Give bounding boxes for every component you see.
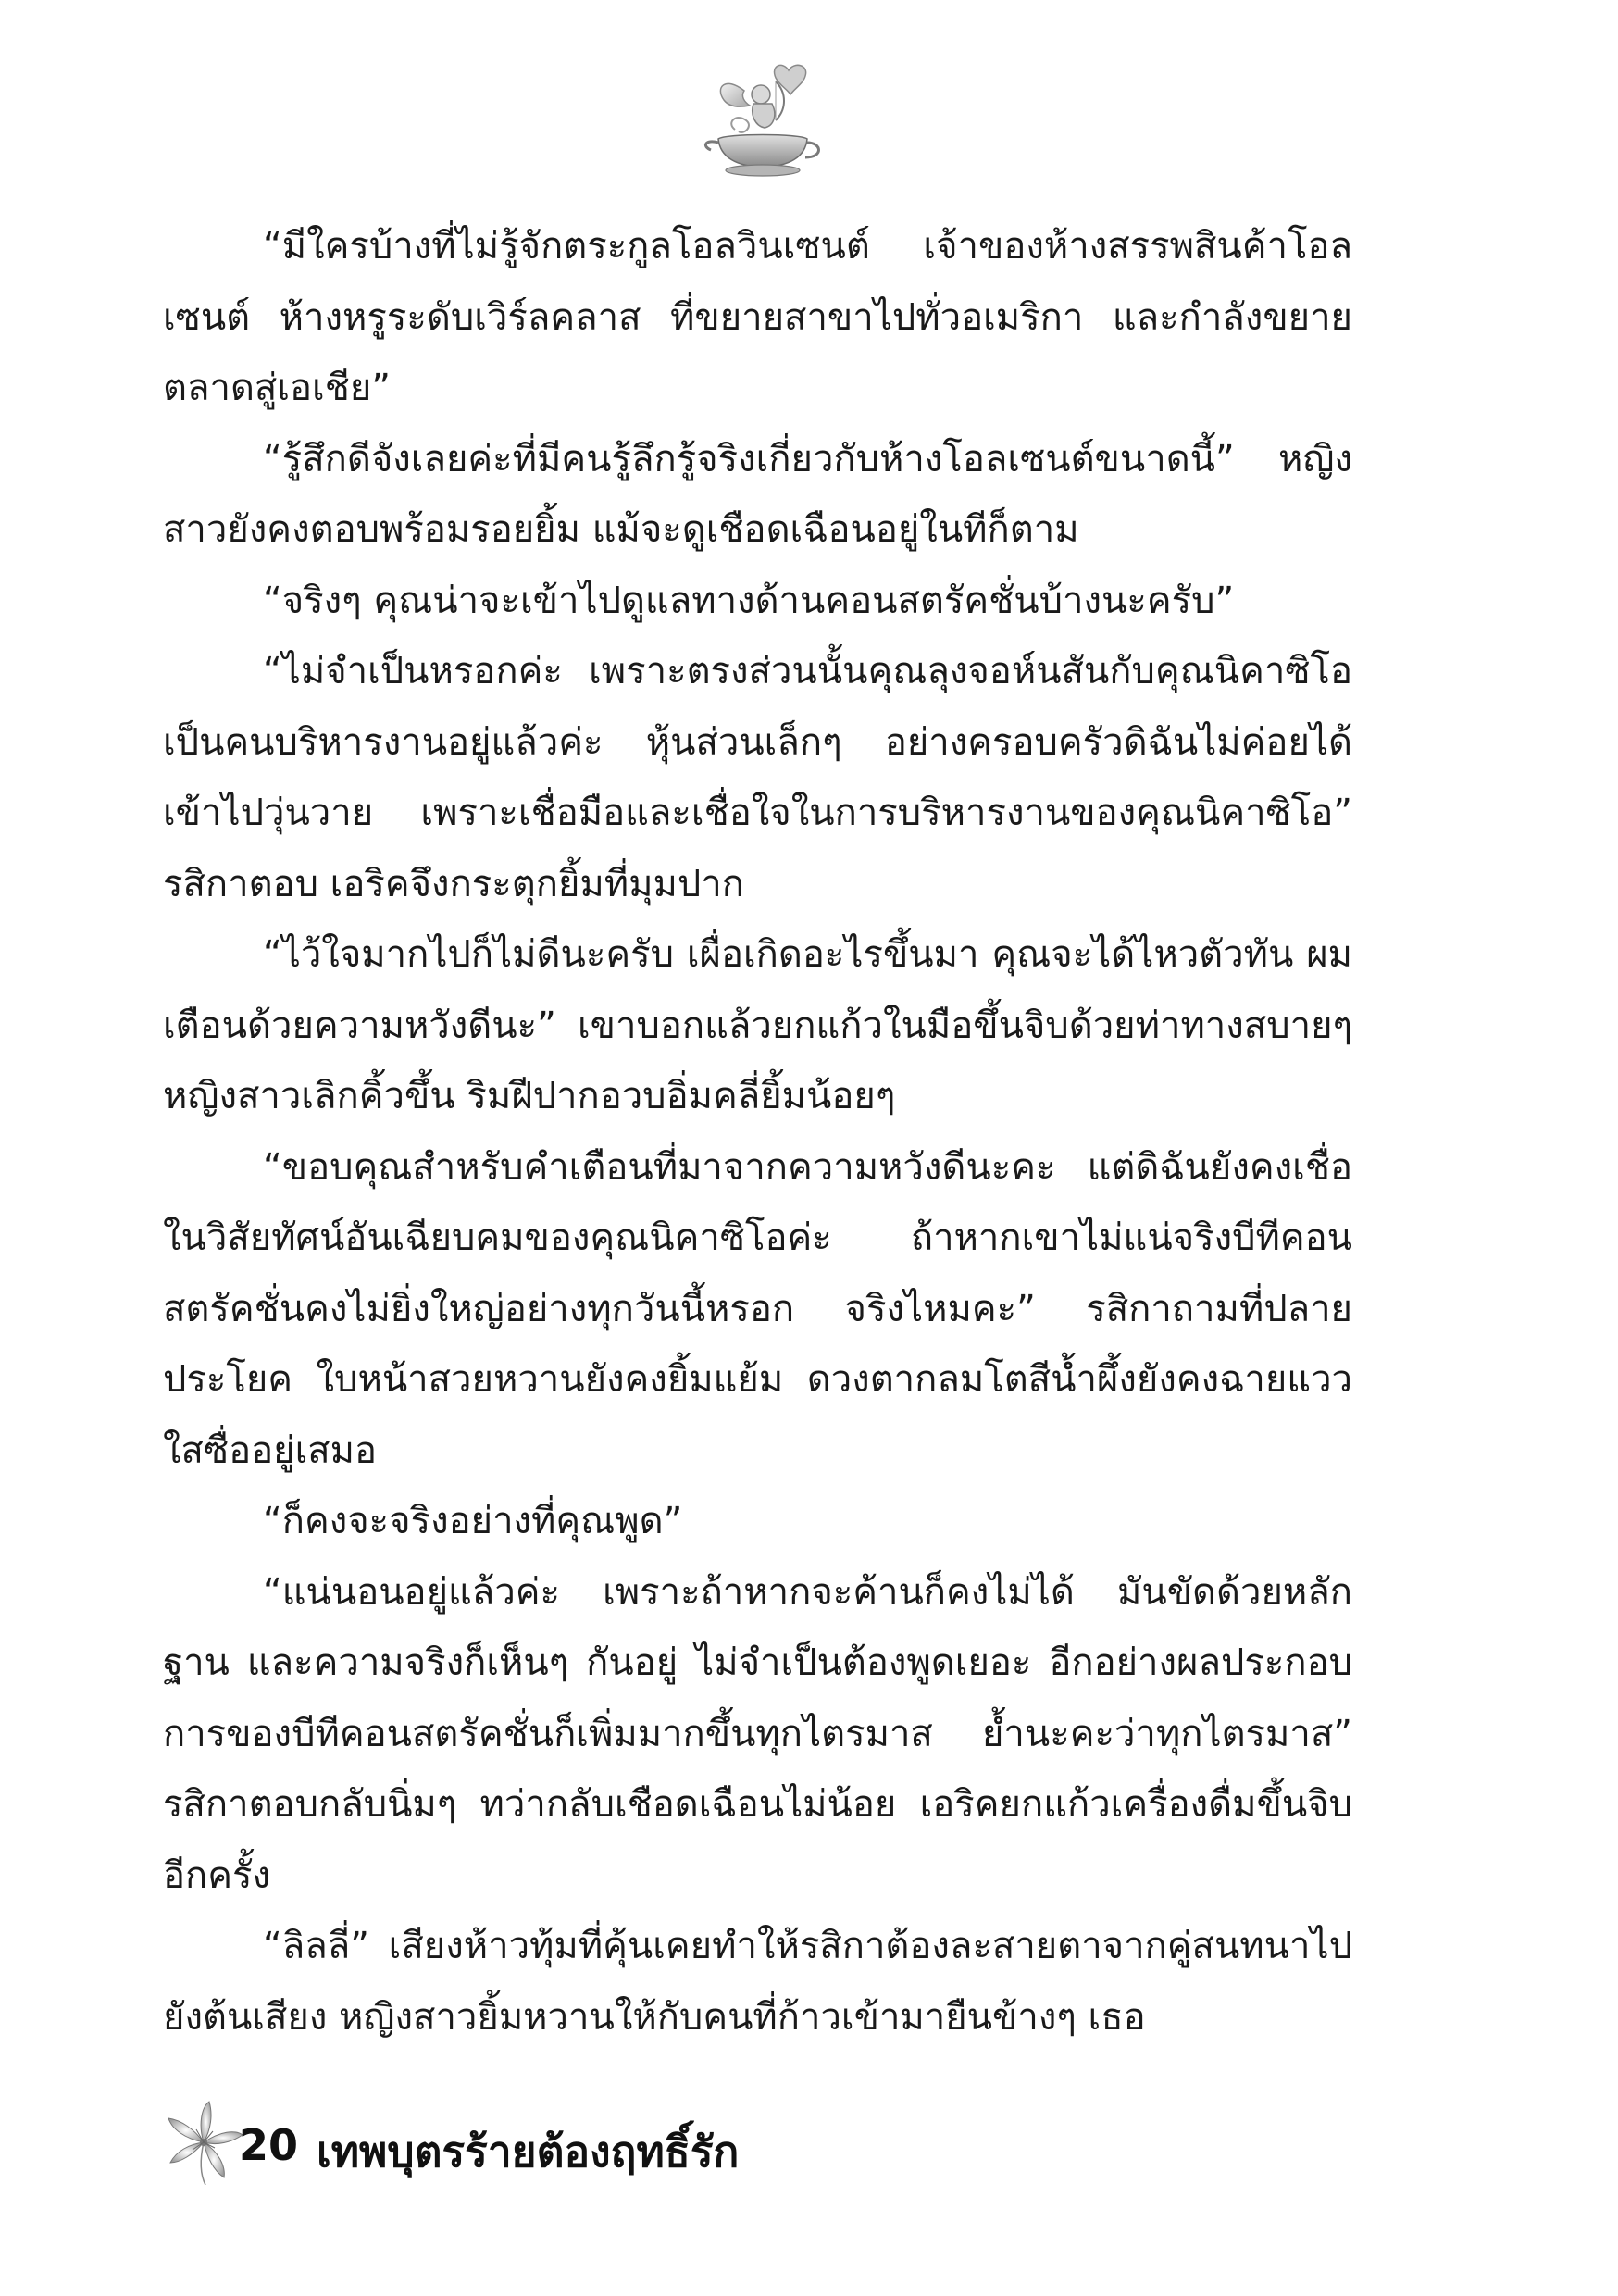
paragraph: “แน่นอนอยู่แล้วค่ะ เพราะถ้าหากจะค้านก็คงไม่ได้ มันขัดด้วยหลักฐาน และความจริงก็เห็นๆ กันอยู่ ไม่จำเป็นต้องพูดเยอะ อีกอย่างผลประกอบการของบีทีคอนสตรัคชั่นก็เพิ่มมากขึ้นทุกไตรมาส ย้ำนะคะว่าทุกไตรมาส” รสิกาตอบกลับนิ่มๆ ทว่ากลับเชือดเฉือนไม่น้อย เอริคยกแก้วเครื่องดื่มขึ้นจิบอีกครั้ง <box>163 1570 1352 1897</box>
paragraph: “ไว้ใจมากไปก็ไม่ดีนะครับ เผื่อเกิดอะไรขึ้นมา คุณจะได้ไหวตัวทัน ผมเตือนด้วยความหวังดีนะ” เขาบอกแล้วยกแก้วในมือขึ้นจิบด้วยท่าทางสบายๆ หญิงสาวเลิกคิ้วขึ้น ริมฝีปากอวบอิ่มคลี่ยิ้มน้อยๆ <box>163 933 1352 1117</box>
cupid-teacup-icon <box>698 54 828 183</box>
page-number: 20 <box>239 2120 299 2170</box>
paragraph: “ลิลลี่” เสียงห้าวทุ้มที่คุ้นเคยทำให้รสิกาต้องละสายตาจากคู่สนทนาไปยังต้นเสียง หญิงสาวยิ้มหวานให้กับคนที่ก้าวเข้ามายืนข้างๆ เธอ <box>163 1925 1352 2039</box>
paragraph: “จริงๆ คุณน่าจะเข้าไปดูแลทางด้านคอนสตรัคชั่นบ้างนะครับ” <box>263 579 1235 622</box>
book-title: เทพบุตรร้ายต้องฤทธิ์รัก <box>317 2127 740 2177</box>
body-text <box>163 211 1352 2053</box>
paragraph: “ก็คงจะจริงอย่างที่คุณพูด” <box>263 1500 683 1542</box>
paragraph: “มีใครบ้างที่ไม่รู้จักตระกูลโอลวินเซนต์ เจ้าของห้างสรรพสินค้าโอลเซนต์ ห้างหรูระดับเวิร์ลคลาส ที่ขยายสาขาไปทั่วอเมริกา และกำลังขยายตลาดสู่เอเชีย” <box>163 225 1352 409</box>
page-footer <box>159 2100 1085 2202</box>
paragraph: “ไม่จำเป็นหรอกค่ะ เพราะตรงส่วนนั้นคุณลุงจอห์นสันกับคุณนิคาซิโอเป็นคนบริหารงานอยู่แล้วค่ะ หุ้นส่วนเล็กๆ อย่างครอบครัวดิฉันไม่ค่อยได้เข้าไปวุ่นวาย เพราะเชื่อมือและเชื่อใจในการบริหารงานของคุณนิคาซิโอ” รสิกาตอบ เอริคจึงกระตุกยิ้มที่มุมปาก <box>163 650 1352 905</box>
paragraph: “ขอบคุณสำหรับคำเตือนที่มาจากความหวังดีนะคะ แต่ดิฉันยังคงเชื่อในวิสัยทัศน์อันเฉียบคมของคุณนิคาซิโอค่ะ ถ้าหากเขาไม่แน่จริงบีทีคอนสตรัคชั่นคงไม่ยิ่งใหญ่อย่างทุกวันนี้หรอก จริงไหมคะ” รสิกาถามที่ปลายประโยค ใบหน้าสวยหวานยังคงยิ้มแย้ม ดวงตากลมโตสีน้ำผึ้งยังคงฉายแววใสซื่ออยู่เสมอ <box>163 1145 1352 1472</box>
lily-flower-icon <box>159 2100 252 2192</box>
paragraph: “รู้สึกดีจังเลยค่ะที่มีคนรู้ลึกรู้จริงเกี่ยวกับห้างโอลเซนต์ขนาดนี้” หญิงสาวยังคงตอบพร้อมรอยยิ้ม แม้จะดูเชือดเฉือนอยู่ในทีก็ตาม <box>163 437 1352 551</box>
